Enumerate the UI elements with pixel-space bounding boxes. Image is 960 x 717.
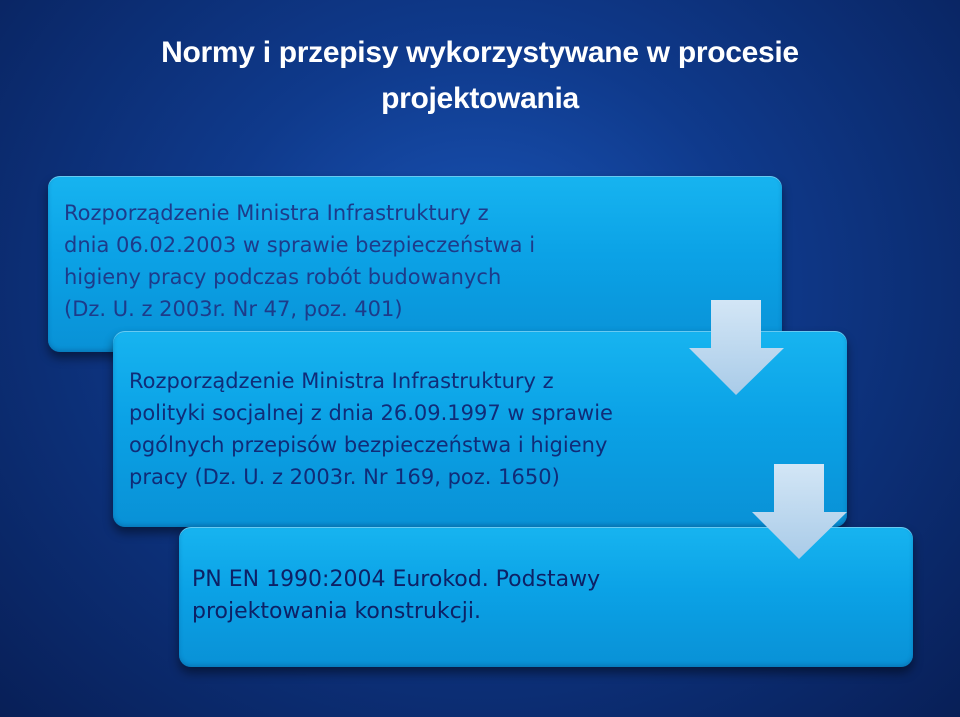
- standard-box-line-1: PN EN 1990:2004 Eurokod. Podstawy: [192, 567, 601, 592]
- regulation-box-1: [48, 176, 782, 352]
- regulation-box-1-text: [64, 197, 664, 325]
- slide-title-line-1: Normy i przepisy wykorzystywane w procesie: [161, 36, 799, 69]
- arrow-down-icon: [752, 464, 847, 559]
- regulation-box-2-line-4: pracy (Dz. U. z 2003r. Nr 169, poz. 1650): [129, 465, 560, 489]
- regulation-box-2-line-3: ogólnych przepisów bezpieczeństwa i higieny: [129, 433, 608, 457]
- slide-title-line-2: projektowania: [381, 82, 579, 115]
- standard-box-text: [192, 564, 832, 628]
- standard-box-line-2: projektowania konstrukcji.: [192, 599, 481, 624]
- regulation-box-2-line-1: Rozporządzenie Ministra Infrastruktury z: [129, 369, 554, 393]
- regulation-box-2-line-2: polityki socjalnej z dnia 26.09.1997 w sprawie: [129, 401, 613, 425]
- regulation-box-2-text: [129, 365, 769, 493]
- regulation-box-1-line-4: (Dz. U. z 2003r. Nr 47, poz. 401): [64, 297, 403, 321]
- regulation-box-1-line-2: dnia 06.02.2003 w sprawie bezpieczeństwa i: [64, 233, 536, 257]
- arrow-down-icon: [689, 300, 784, 395]
- regulation-box-1-line-1: Rozporządzenie Ministra Infrastruktury z: [64, 201, 489, 225]
- slide-title: [0, 30, 960, 122]
- regulation-box-1-line-3: higieny pracy podczas robót budowanych: [64, 265, 502, 289]
